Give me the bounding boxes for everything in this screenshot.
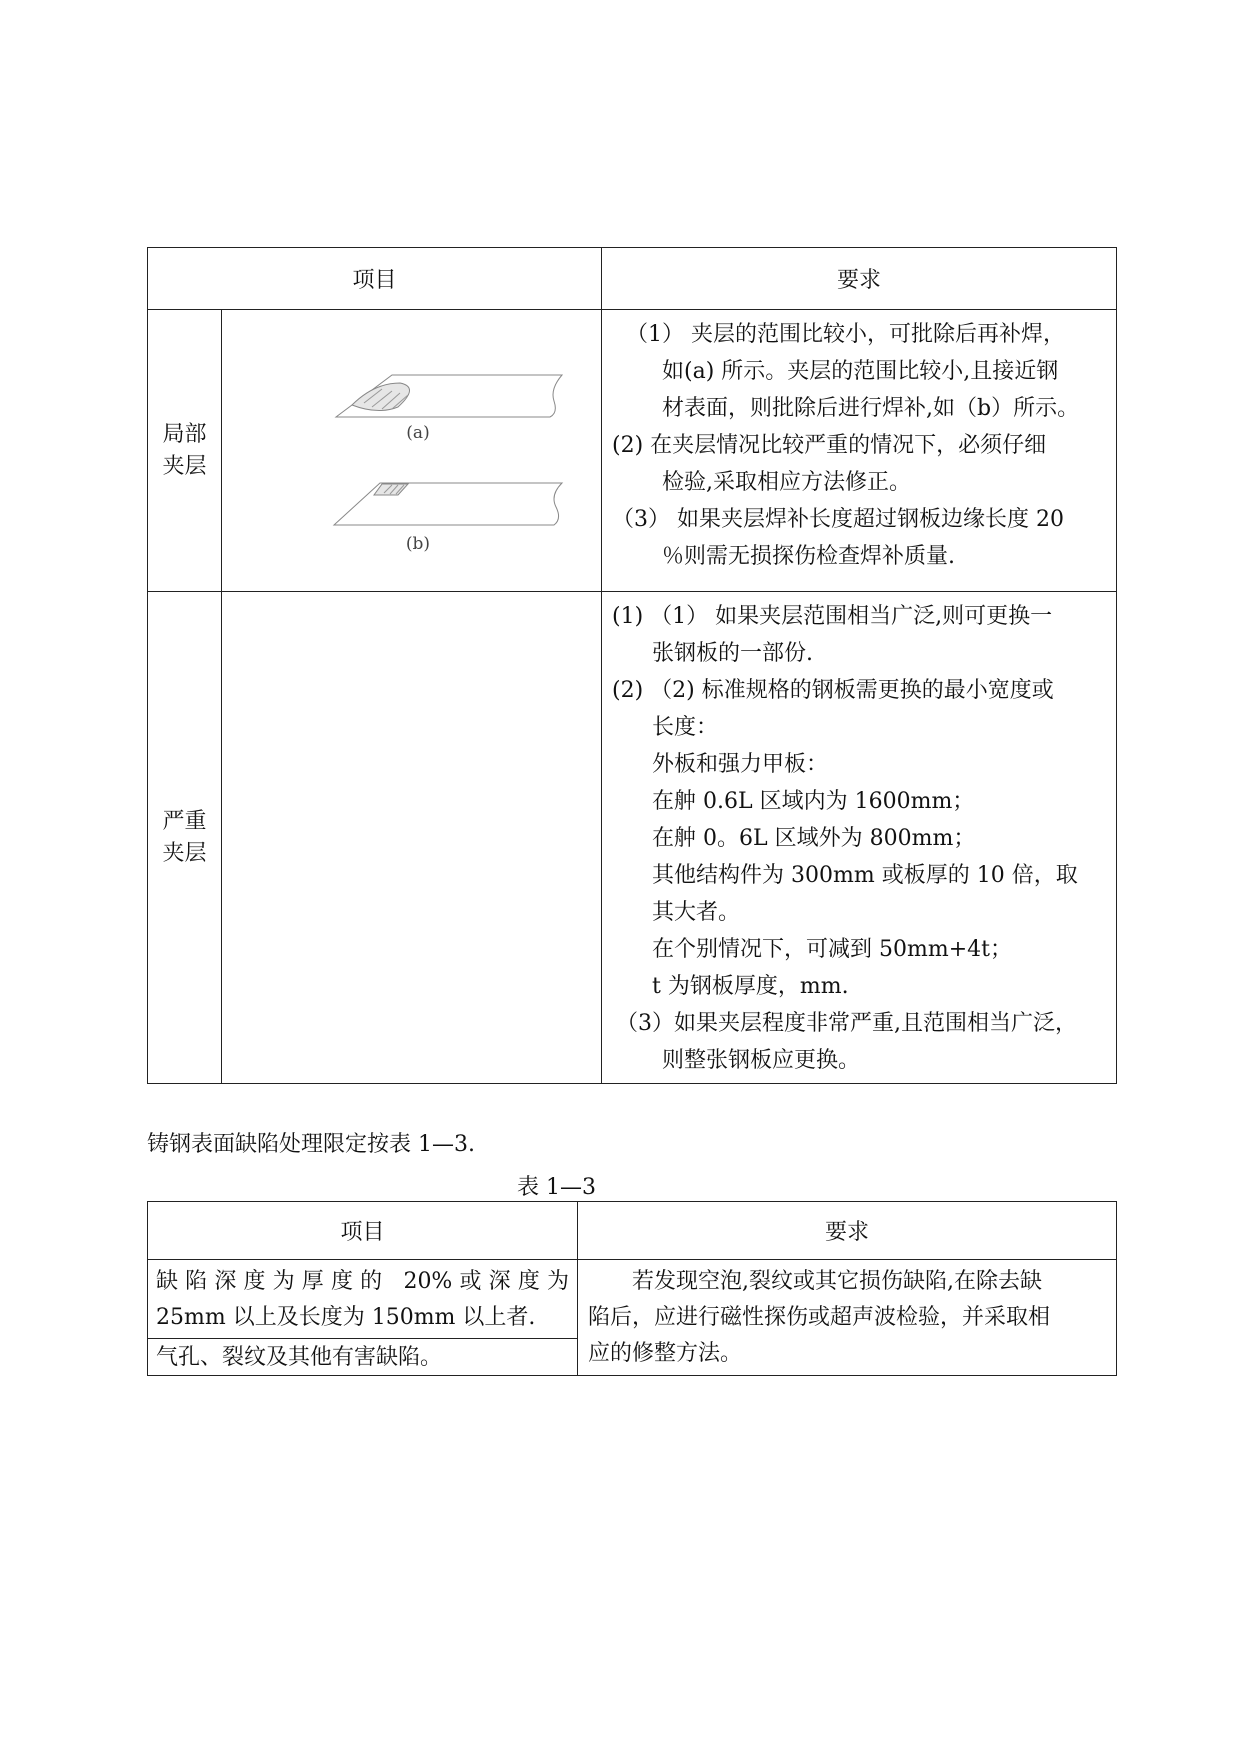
requirement-line: 其他结构件为 300mm 或板厚的 10 倍，取 [652,863,1078,888]
header-requirement: 要求 [578,1202,1117,1260]
empty-figure-cell [222,592,602,1084]
category-line: 局部 [162,421,207,447]
table-row [148,592,1117,1084]
intro-text: 铸钢表面缺陷处理限定按表 1—3. [147,1132,475,1157]
requirement-line: (2) （2) 标准规格的钢板需更换的最小宽度或 [612,678,1054,703]
requirement-line: ％则需无损探伤检查焊补质量. [662,544,956,569]
requirement-line: 在舯 0。6L 区域外为 800mm； [652,826,976,851]
table-1 [147,247,1117,1084]
figure-a-label: (a) [406,423,430,443]
header-item: 项目 [148,1202,578,1260]
row-category [148,310,222,592]
requirement-line: （3）如果夹层程度非常严重,且范围相当广泛， [616,1011,1078,1036]
requirement-line: 长度： [652,715,719,740]
table-row [148,310,1117,592]
table-row [148,1260,1117,1339]
row-requirements [602,310,1117,592]
requirement-line: 检验,采取相应方法修正。 [662,470,912,495]
requirement-line: 若发现空泡,裂纹或其它损伤缺陷,在除去缺 [632,1269,1042,1294]
row-requirements [602,592,1117,1084]
requirement-line: 外板和强力甲板： [652,752,829,777]
item-cell [148,1260,578,1339]
requirement-line: 张钢板的一部份. [652,641,814,666]
figure-b-label: (b) [405,534,431,554]
requirement-line: （1） 夹层的范围比较小，可批除后再补焊， [626,322,1066,347]
table-2-caption: 表 1—3 [517,1175,596,1200]
table-header-row [148,248,1117,310]
item-cell [148,1339,578,1376]
requirement-line: 其大者。 [652,900,741,925]
item-line: 25mm 以上及长度为 150mm 以上者. [156,1305,536,1330]
requirement-line: （3） 如果夹层焊补长度超过钢板边缘长度 20 [612,507,1064,532]
category-line: 夹层 [162,453,207,479]
header-requirement: 要求 [602,248,1117,310]
requirement-line: 则整张钢板应更换。 [662,1048,861,1073]
requirement-line: t 为钢板厚度，mm. [652,974,849,999]
table-2 [147,1201,1117,1376]
requirement-line: 应的修整方法。 [588,1341,743,1366]
figure-b-plate [334,483,562,525]
table-header-row [148,1202,1117,1260]
row-category [148,592,222,1084]
requirement-line: 在舯 0.6L 区域内为 1600mm； [652,789,975,814]
requirement-line: (1) （1） 如果夹层范围相当广泛,则可更换一 [612,604,1053,629]
header-item: 项目 [148,248,602,310]
requirement-line: (2) 在夹层情况比较严重的情况下，必须仔细 [612,433,1047,458]
lamination-diagram [222,313,602,588]
category-line: 夹层 [162,840,207,866]
requirement-line: 材表面，则批除后进行焊补,如（b）所示。 [662,396,1080,421]
item-line: 缺陷深度为厚度的 20%或深度为 [156,1269,569,1294]
requirement-cell [578,1260,1117,1376]
requirement-line: 在个别情况下，可减到 50mm+4t； [652,937,1012,962]
category-line: 严重 [162,808,207,834]
figure-a-plate [336,375,562,417]
lamination-figure-cell [222,310,602,592]
requirement-line: 如(a) 所示。夹层的范围比较小,且接近钢 [662,359,1059,384]
item-line: 气孔、裂纹及其他有害缺陷。 [156,1345,443,1370]
requirement-line: 陷后，应进行磁性探伤或超声波检验，并采取相 [588,1305,1051,1330]
